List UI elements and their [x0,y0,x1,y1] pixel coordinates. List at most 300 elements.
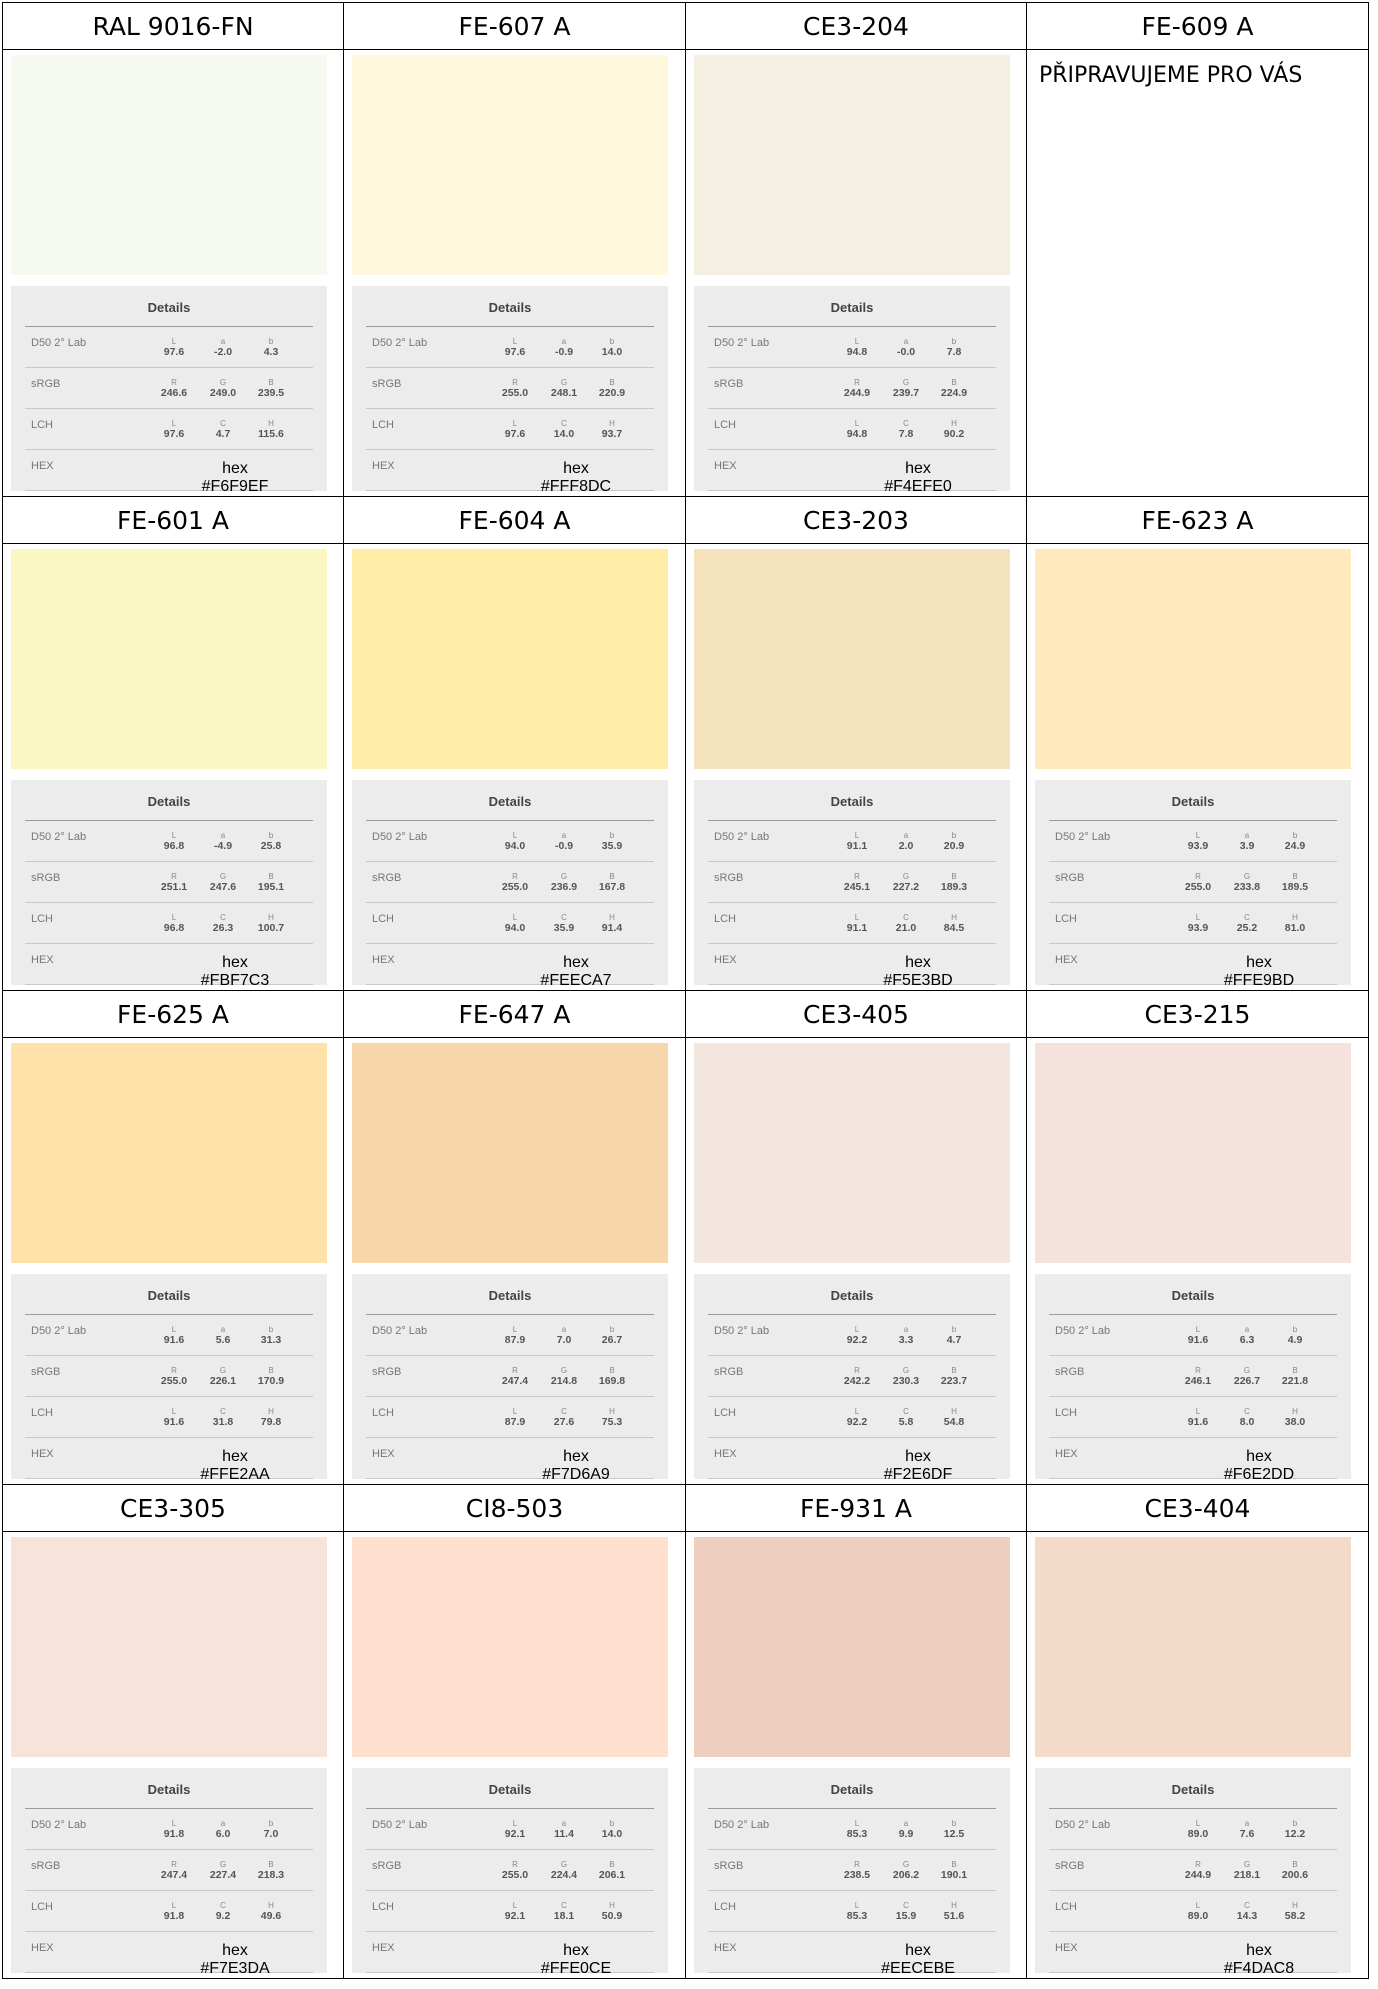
srgb-row [708,1356,996,1397]
value-key: C [220,419,226,428]
value-key: b [609,831,615,840]
lch-label: LCH [714,419,737,431]
lch-label: LCH [31,1901,54,1913]
value-number: 238.5 [843,1869,871,1881]
hex-value: #F5E3BD [883,972,953,989]
value-cell [247,1860,295,1882]
lab-label: D50 2° Lab [714,1325,770,1337]
color-code-header: CE3-203 [686,497,1027,544]
color-code-header: FE-647 A [344,991,686,1038]
value-number: 93.9 [1187,840,1209,852]
value-key: B [268,1366,274,1375]
value-cell [491,1407,539,1429]
value-key: G [902,378,910,387]
color-code-header: RAL 9016-FN [3,3,344,50]
value-cell [930,378,978,400]
hex-row [708,1932,996,1977]
lab-row [708,1315,996,1356]
value-key: G [219,1860,227,1869]
value-key: B [1292,872,1298,881]
hex-value-cell [175,460,295,496]
color-swatch [1035,549,1351,769]
value-number: -0.9 [554,840,574,852]
swatch-cell [1027,1038,1369,1485]
value-number: 255.0 [501,881,529,893]
value-cell [833,419,881,441]
value-cell [833,1366,881,1388]
value-number: 4.7 [215,428,231,440]
swatch-cell [3,50,344,497]
value-cell [833,1819,881,1841]
value-key: G [1243,1860,1251,1869]
lab-label: D50 2° Lab [1055,1325,1111,1337]
value-key: b [951,1325,957,1334]
srgb-label: sRGB [714,872,744,884]
value-cell [588,337,636,359]
value-key: R [1195,1366,1201,1375]
value-key: H [268,419,274,428]
value-key: B [951,1366,957,1375]
value-number: 245.1 [843,881,871,893]
value-number: 4.9 [1287,1334,1303,1346]
value-number: 75.3 [601,1416,623,1428]
hex-label: HEX [1055,1448,1078,1460]
details-title: Details [830,300,874,315]
value-cell [247,1407,295,1429]
swatch-row [3,1532,1369,1979]
value-key: C [903,419,909,428]
swatch-cell [1027,50,1369,497]
srgb-label: sRGB [372,1860,402,1872]
value-number: 93.7 [601,428,623,440]
value-cell [588,1901,636,1923]
value-key: L [171,1819,177,1828]
value-cell [491,1325,539,1347]
value-key: L [512,1901,518,1910]
value-key: L [854,1407,860,1416]
srgb-label: sRGB [714,1366,744,1378]
value-key: L [854,1901,860,1910]
lch-label: LCH [372,913,395,925]
value-cell [540,872,588,894]
header-row [3,1485,1369,1532]
lch-row [1049,903,1337,944]
value-key: G [902,1366,910,1375]
value-number: 91.6 [163,1416,185,1428]
color-swatch [352,549,668,769]
value-key: a [1244,1819,1250,1828]
value-cell [1271,1366,1319,1388]
srgb-label: sRGB [1055,872,1085,884]
value-cell [588,419,636,441]
value-cell [833,831,881,853]
value-cell [1223,1901,1271,1923]
value-number: 170.9 [257,1375,285,1387]
value-number: 244.9 [1184,1869,1212,1881]
details-title: Details [830,1782,874,1797]
value-cell [540,337,588,359]
value-cell [247,831,295,853]
lab-label: D50 2° Lab [31,1325,87,1337]
lch-label: LCH [372,1901,395,1913]
color-code-header: FE-609 A [1027,3,1369,50]
color-code-header: CE3-215 [1027,991,1369,1038]
header-row [3,3,1369,50]
srgb-label: sRGB [31,1366,61,1378]
lch-label: LCH [1055,1407,1078,1419]
value-number: 247.6 [209,881,237,893]
lab-label: D50 2° Lab [714,831,770,843]
value-number: 255.0 [501,387,529,399]
hex-value-cell [175,954,295,990]
value-number: 14.0 [601,346,623,358]
value-cell [150,1819,198,1841]
value-number: 58.2 [1284,1910,1306,1922]
color-card [352,55,668,495]
value-cell [150,1407,198,1429]
srgb-label: sRGB [1055,1366,1085,1378]
value-key: L [512,1325,518,1334]
value-key: a [561,337,567,346]
value-key: R [1195,1860,1201,1869]
swatch-row [3,1038,1369,1485]
value-key: R [854,1366,860,1375]
value-number: 206.1 [598,1869,626,1881]
value-cell [540,1819,588,1841]
value-key: hex [905,1942,931,1959]
lch-row [1049,1891,1337,1932]
value-number: 8.0 [1239,1416,1255,1428]
value-cell [1174,1819,1222,1841]
value-number: 227.4 [209,1869,237,1881]
color-swatch [11,55,327,275]
value-cell [150,378,198,400]
value-number: 218.1 [1233,1869,1261,1881]
value-cell [491,1819,539,1841]
value-key: L [1195,1819,1201,1828]
swatch-cell [3,544,344,991]
hex-value: #EECEBE [881,1960,955,1977]
value-cell [882,1325,930,1347]
lch-row [366,1397,654,1438]
value-key: b [1292,831,1298,840]
value-cell [833,1325,881,1347]
value-key: a [903,831,909,840]
hex-value-cell [516,1448,636,1484]
value-key: b [268,831,274,840]
value-key: R [171,378,177,387]
lab-row [1049,1315,1337,1356]
value-key: G [560,1366,568,1375]
value-number: 25.2 [1236,922,1258,934]
value-cell [1174,1325,1222,1347]
color-code-header: FE-623 A [1027,497,1369,544]
value-key: L [512,1819,518,1828]
value-key: b [609,337,615,346]
hex-row [1049,944,1337,989]
value-number: 92.1 [504,1910,526,1922]
value-cell [199,1819,247,1841]
value-key: hex [905,954,931,971]
value-cell [150,1901,198,1923]
value-number: 14.0 [553,428,575,440]
value-number: 6.0 [215,1828,231,1840]
value-cell [1174,1860,1222,1882]
hex-value: #F7E3DA [200,1960,270,1977]
color-code-header: CE3-405 [686,991,1027,1038]
details-title: Details [830,1288,874,1303]
value-key: H [268,913,274,922]
swatch-cell [1027,1532,1369,1979]
value-key: L [1195,831,1201,840]
hex-row [708,1438,996,1483]
value-key: L [1195,1901,1201,1910]
value-number: 12.5 [943,1828,965,1840]
value-number: 24.9 [1284,840,1306,852]
value-cell [540,419,588,441]
value-number: 226.7 [1233,1375,1261,1387]
value-number: 54.8 [943,1416,965,1428]
lab-row [708,821,996,862]
value-key: R [171,1366,177,1375]
value-key: hex [905,460,931,477]
value-cell [491,419,539,441]
value-key: L [1195,1325,1201,1334]
value-cell [540,1860,588,1882]
value-cell [491,1860,539,1882]
lch-label: LCH [1055,1901,1078,1913]
value-cell [1223,1407,1271,1429]
details-title: Details [1171,794,1215,809]
color-swatch [694,1043,1010,1263]
value-number: 92.1 [504,1828,526,1840]
value-key: R [512,378,518,387]
value-key: b [609,1325,615,1334]
value-key: a [1244,831,1250,840]
value-cell [247,1366,295,1388]
lab-row [366,1315,654,1356]
value-number: -0.9 [554,346,574,358]
value-key: L [512,337,518,346]
color-swatch-table [2,2,1369,1979]
value-cell [1174,872,1222,894]
value-key: C [1244,1407,1250,1416]
value-key: C [903,913,909,922]
hex-value: #F4DAC8 [1223,1960,1295,1977]
details-title: Details [488,300,532,315]
value-cell [199,1901,247,1923]
value-cell [882,1407,930,1429]
value-key: C [903,1407,909,1416]
value-number: 5.8 [898,1416,914,1428]
color-code-header: CE3-305 [3,1485,344,1532]
hex-value-cell [858,460,978,496]
value-key: R [1195,872,1201,881]
value-cell [150,872,198,894]
hex-label: HEX [714,954,737,966]
value-number: 189.5 [1281,881,1309,893]
value-cell [1271,1325,1319,1347]
value-key: G [902,1860,910,1869]
value-number: 35.9 [553,922,575,934]
value-cell [833,378,881,400]
value-key: L [171,831,177,840]
value-cell [833,872,881,894]
value-cell [150,337,198,359]
lab-row [708,1809,996,1850]
value-number: 9.9 [898,1828,914,1840]
value-cell [540,913,588,935]
value-number: 255.0 [501,1869,529,1881]
hex-label: HEX [372,954,395,966]
srgb-row [25,862,313,903]
value-cell [150,419,198,441]
srgb-label: sRGB [372,872,402,884]
swatch-cell [1027,544,1369,991]
value-key: b [951,831,957,840]
value-number: 224.9 [940,387,968,399]
value-number: -2.0 [213,346,233,358]
hex-value-cell [175,1448,295,1484]
lab-row [366,327,654,368]
hex-value-cell [516,460,636,496]
color-swatch [352,1043,668,1263]
value-cell [882,1366,930,1388]
srgb-row [366,368,654,409]
color-swatch [694,549,1010,769]
value-key: b [951,337,957,346]
lab-row [25,1315,313,1356]
value-number: 7.8 [898,428,914,440]
value-number: 239.7 [892,387,920,399]
value-number: 26.3 [212,922,234,934]
value-key: a [220,1325,226,1334]
details-title: Details [830,794,874,809]
swatch-cell [3,1038,344,1485]
value-number: 230.3 [892,1375,920,1387]
value-number: 38.0 [1284,1416,1306,1428]
value-number: 3.9 [1239,840,1255,852]
value-cell [1223,1819,1271,1841]
color-card [352,1537,668,1977]
hex-label: HEX [714,1448,737,1460]
value-key: G [560,378,568,387]
hex-value: #F2E6DF [883,1466,953,1483]
value-number: 91.6 [163,1334,185,1346]
hex-value-cell [175,1942,295,1978]
color-swatch [11,1537,327,1757]
value-cell [150,831,198,853]
value-cell [150,913,198,935]
value-number: 7.6 [1239,1828,1255,1840]
value-key: B [268,378,274,387]
value-cell [199,831,247,853]
value-key: H [951,913,957,922]
color-card [694,1043,1010,1483]
lch-row [1049,1397,1337,1438]
value-key: hex [563,1942,589,1959]
value-cell [199,1860,247,1882]
value-number: 94.0 [504,922,526,934]
swatch-row [3,544,1369,991]
value-cell [1223,913,1271,935]
hex-label: HEX [372,1448,395,1460]
value-number: 221.8 [1281,1375,1309,1387]
details-title: Details [1171,1288,1215,1303]
srgb-label: sRGB [31,872,61,884]
hex-value: #FFE9BD [1223,972,1295,989]
value-cell [540,1407,588,1429]
hex-row [25,1932,313,1977]
value-number: 96.8 [163,922,185,934]
value-number: -0.0 [896,346,916,358]
value-key: hex [222,1942,248,1959]
value-number: 233.8 [1233,881,1261,893]
value-key: C [1244,1901,1250,1910]
details-title: Details [147,1782,191,1797]
hex-row [1049,1438,1337,1483]
lch-label: LCH [372,1407,395,1419]
value-key: B [609,1860,615,1869]
hex-row [25,1438,313,1483]
value-key: L [171,419,177,428]
value-cell [247,419,295,441]
swatch-cell [686,1532,1027,1979]
value-number: 79.8 [260,1416,282,1428]
value-key: a [220,337,226,346]
hex-row [366,450,654,495]
lab-row [708,327,996,368]
value-cell [930,337,978,359]
value-number: 249.0 [209,387,237,399]
value-number: 84.5 [943,922,965,934]
lch-row [708,409,996,450]
value-cell [882,419,930,441]
color-code-header: FE-607 A [344,3,686,50]
value-number: 244.9 [843,387,871,399]
color-code-header: FE-931 A [686,1485,1027,1532]
value-number: 50.9 [601,1910,623,1922]
srgb-row [25,1356,313,1397]
color-card [694,1537,1010,1977]
lab-row [25,1809,313,1850]
value-key: B [609,872,615,881]
value-key: hex [905,1448,931,1465]
value-cell [930,419,978,441]
lch-row [708,1891,996,1932]
hex-row [25,450,313,495]
lch-row [366,1891,654,1932]
value-key: L [1195,1407,1201,1416]
value-number: 255.0 [160,1375,188,1387]
hex-label: HEX [31,460,54,472]
lab-row [25,821,313,862]
swatch-cell [686,50,1027,497]
value-key: L [854,1325,860,1334]
color-card [1035,549,1351,989]
value-number: 27.6 [553,1416,575,1428]
value-cell [199,1407,247,1429]
value-number: 100.7 [257,922,285,934]
value-key: L [854,337,860,346]
header-row [3,497,1369,544]
value-number: 12.2 [1284,1828,1306,1840]
value-key: H [609,419,615,428]
hex-label: HEX [31,1448,54,1460]
value-key: G [902,872,910,881]
value-key: R [512,1366,518,1375]
value-number: 4.7 [946,1334,962,1346]
